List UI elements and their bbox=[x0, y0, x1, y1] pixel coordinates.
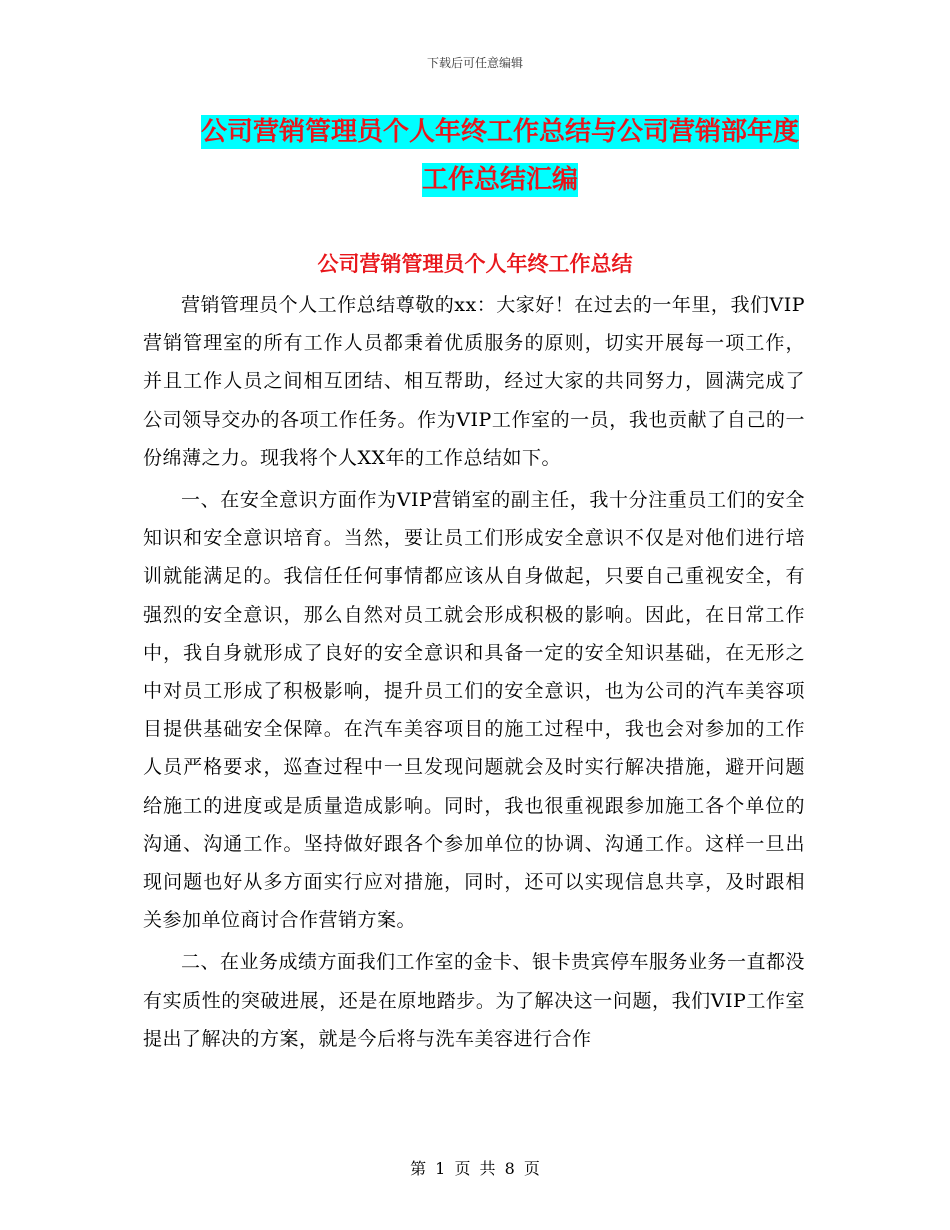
body-text bbox=[143, 286, 805, 1058]
paragraph: 营销管理员个人工作总结尊敬的xx：大家好！在过去的一年里，我们VIP营销管理室的所有工作人员都秉着优质服务的原则，切实开展每一项工作，并且工作人员之间相互团结、相互帮助，经过大家的共同努力，圆满完成了公司领导交办的各项工作任务。作为VIP工作室的一员，我也贡献了自己的一份绵薄之力。现我将个人XX年的工作总结如下。 bbox=[143, 294, 805, 469]
header-note: 下载后可任意编辑 bbox=[426, 56, 523, 70]
page-footer: 第 1 页 共 8 页 bbox=[410, 1159, 540, 1178]
paragraph: 一、在安全意识方面作为VIP营销室的副主任，我十分注重员工们的安全知识和安全意识培育。当然，要让员工们形成安全意识不仅是对他们进行培训就能满足的。我信任任何事情都应该从自身做起，只要自己重视安全，有强烈的安全意识，那么自然对员工就会形成积极的影响。因此，在日常工作中，我自身就形成了良好的安全意识和具备一定的安全知识基础，在无形之中对员工形成了积极影响，提升员工们的安全意识，也为公司的汽车美容项目提供基础安全保障。在汽车美容项目的施工过程中，我也会对参加的工作人员严格要求，巡查过程中一旦发现问题就会及时实行解决措施，避开问题给施工的进度或是质量造成影响。同时，我也很重视跟参加施工各个单位的沟通、沟通工作。坚持做好跟各个参加单位的协调、沟通工作。这样一旦出现问题也好从多方面实行应对措施，同时，还可以实现信息共享，及时跟相关参加单位商讨合作营销方案。 bbox=[143, 489, 805, 932]
paragraph: 二、在业务成绩方面我们工作室的金卡、银卡贵宾停车服务业务一直都没有实质性的突破进展，还是在原地踏步。为了解决这一问题，我们VIP工作室提出了解决的方案，就是今后将与洗车美容进行合作 bbox=[143, 951, 806, 1050]
document-title bbox=[150, 108, 850, 204]
title-line-2: 工作总结汇编 bbox=[421, 165, 578, 195]
section-title: 公司营销管理员个人年终工作总结 bbox=[317, 252, 633, 276]
title-line-1: 公司营销管理员个人年终工作总结与公司营销部年度 bbox=[200, 117, 799, 147]
